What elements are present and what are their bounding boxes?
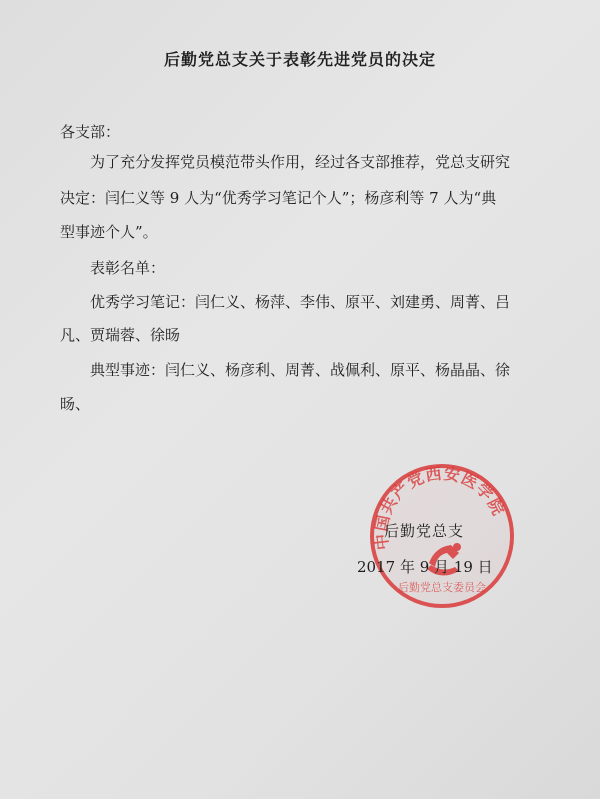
body-line-1: 为了充分发挥党员模范带头作用，经过各支部推荐，党总支研究 xyxy=(90,153,511,171)
list-heading: 表彰名单： xyxy=(90,259,166,277)
notes-line-2: 凡、贾瑞蓉、徐旸 xyxy=(60,326,181,344)
salutation: 各支部： xyxy=(60,123,121,141)
deeds-line-2: 旸、 xyxy=(60,395,91,413)
deeds-line-1: 典型事迹：闫仁义、杨彦利、周菁、战佩利、原平、杨晶晶、徐 xyxy=(90,361,511,379)
body-line-2: 决定：闫仁义等 9 人为“优秀学习笔记个人”；杨彦利等 7 人为“典 xyxy=(60,189,497,207)
svg-text:后勤党总支委员会: 后勤党总支委员会 xyxy=(398,581,486,594)
signer: 后勤党总支 xyxy=(384,522,465,540)
notes-line-1: 优秀学习笔记：闫仁义、杨萍、李伟、原平、刘建勇、周菁、吕 xyxy=(90,293,511,311)
document-title: 后勤党总支关于表彰先进党员的决定 xyxy=(163,50,436,69)
issue-date: 2017 年 9 月 19 日 xyxy=(357,558,493,576)
body-line-3: 型事迹个人”。 xyxy=(60,223,158,241)
svg-text:中国共产党西安医学院: 中国共产党西安医学院 xyxy=(371,463,509,551)
